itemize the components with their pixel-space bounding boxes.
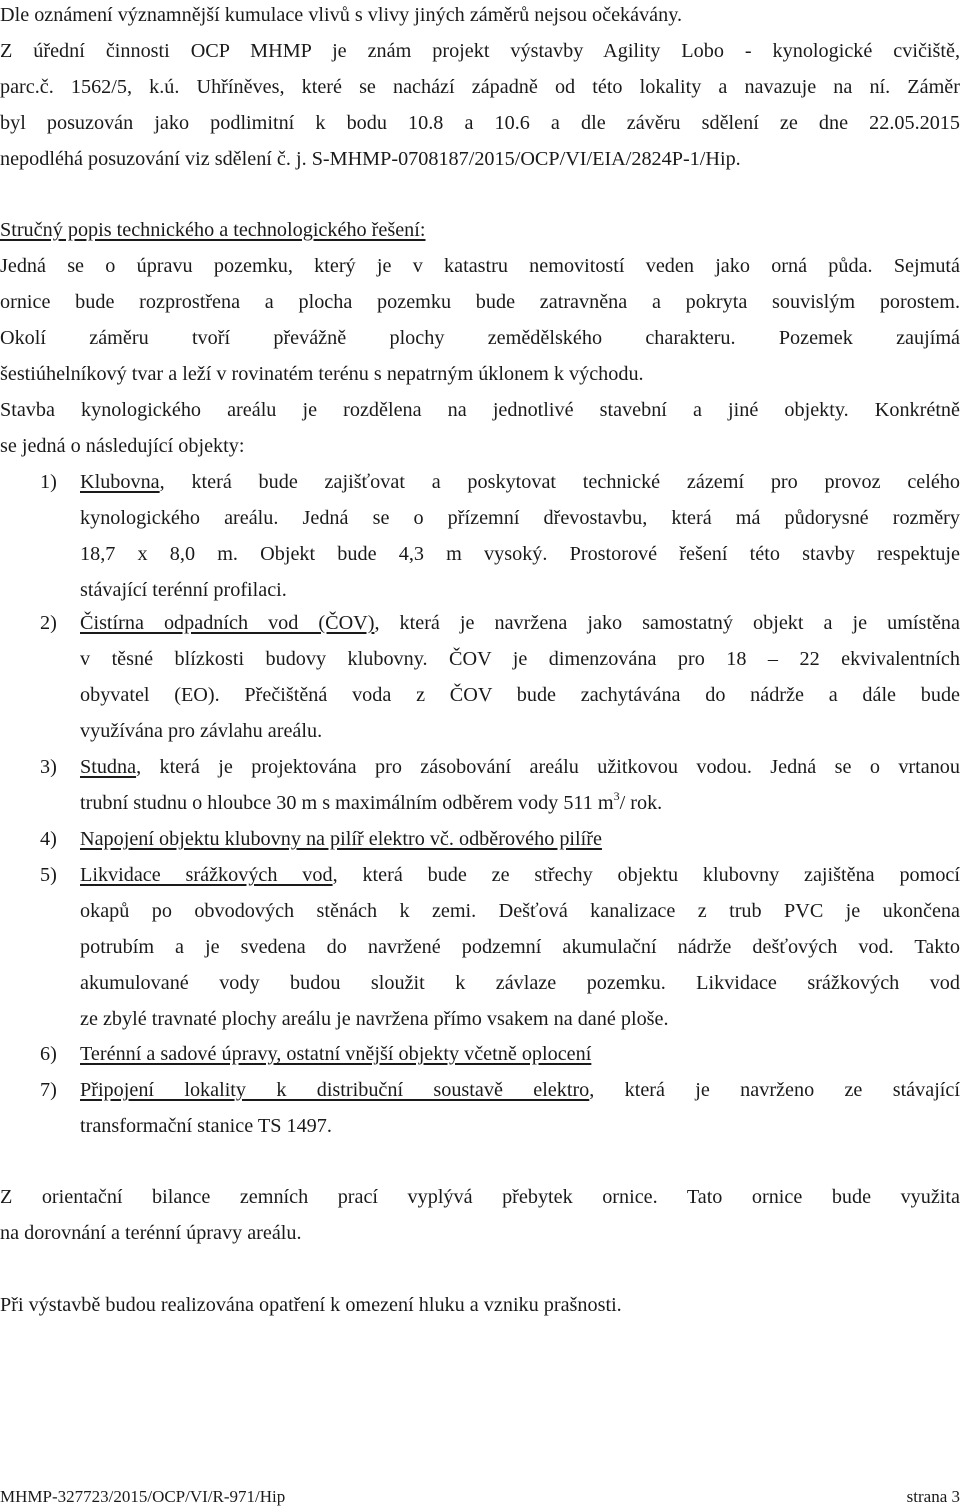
item-5-line-4: akumulované vody budou sloužit k závlaze pozemku. Likvidace srážkových vod — [80, 972, 960, 994]
item-1-line-3: 18,7 x 8,0 m. Objekt bude 4,3 m vysoký. Prostorové řešení této stavby respektuje — [80, 543, 960, 565]
intro-line-3: parc.č. 1562/5, k.ú. Uhříněves, které se nachází západně od této lokality a navazuje na ní. Záměr — [0, 76, 960, 98]
item-2-line-2: v těsné blízkosti budovy klubovny. ČOV je dimenzována pro 18 – 22 ekvivalentních — [80, 648, 960, 670]
item-3-number: 3) — [40, 756, 57, 778]
item-7-line-1: Připojení lokality k distribuční soustavě elektro, která je navrženo ze stávající — [80, 1079, 960, 1101]
section-line-1: Jedná se o úpravu pozemku, který je v katastru nemovitostí veden jako orná půda. Sejmutá — [0, 255, 960, 277]
item-7-title: Připojení lokality k distribuční soustavě elektro — [80, 1079, 590, 1101]
section-line-6: se jedná o následující objekty: — [0, 435, 245, 457]
section-line-2: ornice bude rozprostřena a plocha pozemku bude zatravněna a pokryta souvislým porostem. — [0, 291, 960, 313]
balance-line-2: na dorovnání a terénní úpravy areálu. — [0, 1222, 302, 1244]
item-5-line-5: ze zbylé travnaté plochy areálu je navržena přímo vsakem na dané ploše. — [80, 1008, 669, 1030]
item-5-line-2: okapů po obvodových stěnách k zemi. Dešťová kanalizace z trub PVC je ukončena — [80, 900, 960, 922]
item-5-line-1: Likvidace srážkových vod, která bude ze střechy objektu klubovny zajištěna pomocí — [80, 864, 960, 886]
section-line-4: šestiúhelníkový tvar a leží v rovinatém terénu s nepatrným úklonem k východu. — [0, 363, 644, 385]
item-4-number: 4) — [40, 828, 57, 850]
item-3-title: Studna — [80, 756, 137, 778]
item-1-number: 1) — [40, 471, 57, 493]
item-2-line-3: obyvatel (EO). Přečištěná voda z ČOV bude zachytávána do nádrže a dále bude — [80, 684, 960, 706]
item-2-line-1: Čistírna odpadních vod (ČOV), která je navržena jako samostatný objekt a je umístěna — [80, 612, 960, 634]
section-line-3: Okolí záměru tvoří převážně plochy zemědělského charakteru. Pozemek zaujímá — [0, 327, 960, 349]
item-2-line-4: využívána pro závlahu areálu. — [80, 720, 323, 742]
intro-line-4: byl posuzován jako podlimitní k bodu 10.8 a 10.6 a dle závěru sdělení ze dne 22.05.2015 — [0, 112, 960, 134]
intro-line-5: nepodléhá posuzování viz sdělení č. j. S-MHMP-0708187/2015/OCP/VI/EIA/2824P-1/Hip. — [0, 148, 741, 170]
item-6-title: Terénní a sadové úpravy, ostatní vnější objekty včetně oplocení — [80, 1043, 592, 1065]
section-line-5: Stavba kynologického areálu je rozdělena na jednotlivé stavební a jiné objekty. Konkrétně — [0, 399, 960, 421]
balance-line-1: Z orientační bilance zemních prací vyplývá přebytek ornice. Tato ornice bude využita — [0, 1186, 960, 1208]
item-1-line-1: Klubovna, která bude zajišťovat a poskytovat technické zázemí pro provoz celého — [80, 471, 960, 493]
footer-reference: MHMP-327723/2015/OCP/VI/R-971/Hip — [0, 1487, 286, 1506]
item-5-number: 5) — [40, 864, 57, 886]
item-5-line-3: potrubím a je svedena do navržené podzemní akumulační nádrže dešťových vod. Takto — [80, 936, 960, 958]
item-6-line-1 — [80, 1036, 960, 1072]
item-7-number: 7) — [40, 1079, 57, 1101]
noise-paragraph: Při výstavbě budou realizována opatření k omezení hluku a vzniku prašnosti. — [0, 1294, 622, 1316]
item-2-title: Čistírna odpadních vod (ČOV) — [80, 612, 375, 634]
footer-page-number: strana 3 — [906, 1487, 960, 1506]
item-3-line-2: trubní studnu o hloubce 30 m s maximálním odběrem vody 511 $m^3/$ rok. — [80, 789, 663, 814]
item-5-title: Likvidace srážkových vod — [80, 864, 333, 886]
item-1-line-2: kynologického areálu. Jedná se o přízemní dřevostavbu, která má půdorysné rozměry — [80, 507, 960, 529]
item-2-number: 2) — [40, 612, 57, 634]
item-7-line-2: transformační stanice TS 1497. — [80, 1115, 332, 1137]
item-1-title: Klubovna — [80, 471, 160, 493]
item-3-line-1: Studna, která je projektována pro zásobování areálu užitkovou vodou. Jedná se o vrtanou — [80, 756, 960, 778]
intro-line-2: Z úřední činnosti OCP MHMP je znám projekt výstavby Agility Lobo - kynologické cvičiště, — [0, 40, 960, 62]
item-1-line-4: stávající terénní profilaci. — [80, 579, 287, 601]
item-4-line-1 — [80, 821, 960, 857]
item-6-number: 6) — [40, 1043, 57, 1065]
item-4-title: Napojení objektu klubovny na pilíř elektro vč. odběrového pilíře — [80, 828, 602, 850]
section-heading: Stručný popis technického a technologického řešení: — [0, 219, 426, 241]
intro-line-1: Dle oznámení významnější kumulace vlivů s vlivy jiných záměrů nejsou očekávány. — [0, 4, 683, 26]
